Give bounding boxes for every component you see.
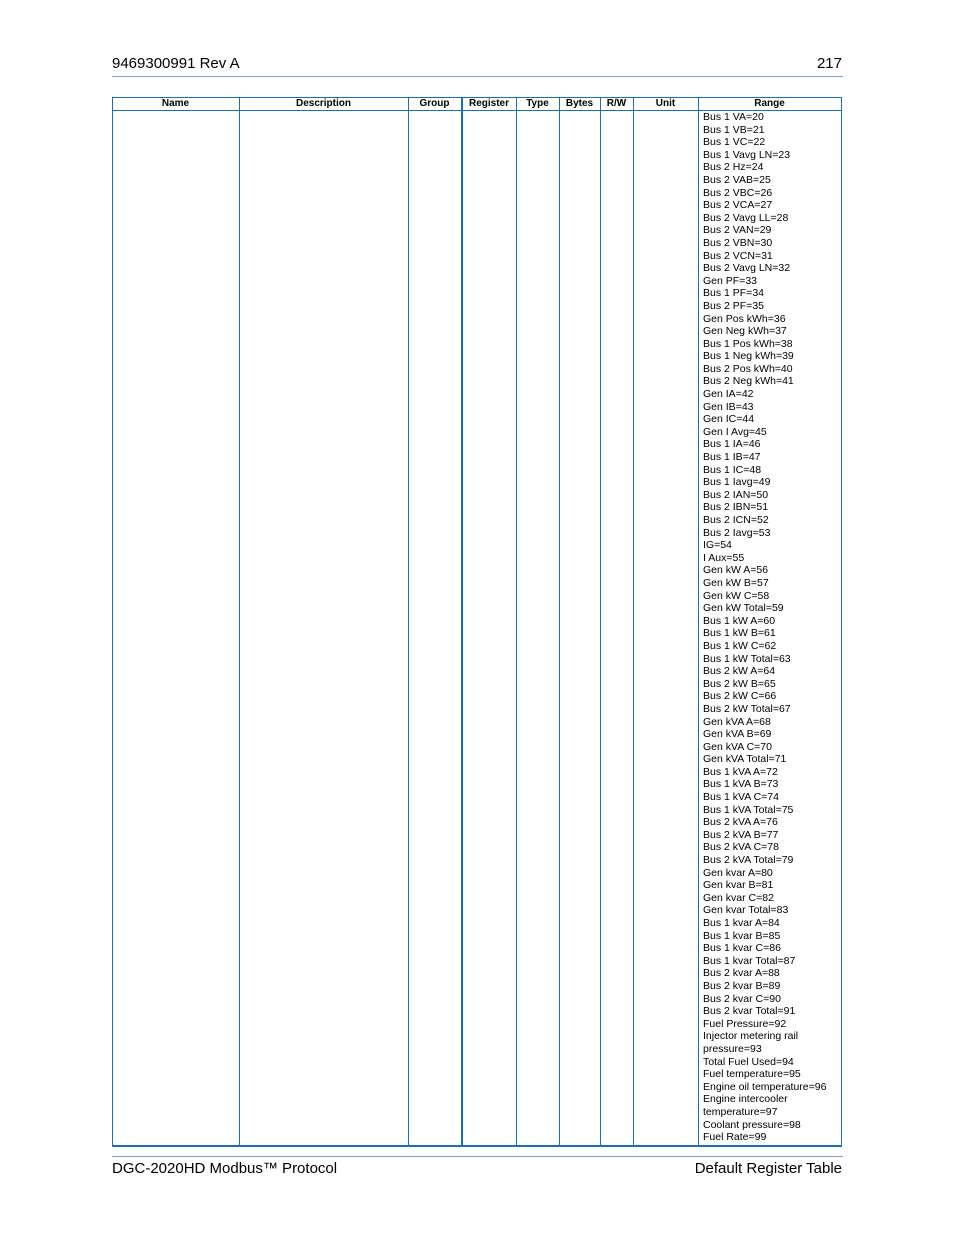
range-value: Gen Pos kWh=36 bbox=[703, 312, 786, 325]
range-value: Gen kW B=57 bbox=[703, 576, 769, 589]
range-value: Bus 2 ICN=52 bbox=[703, 514, 769, 526]
range-value: Bus 2 Iavg=53 bbox=[703, 526, 771, 539]
column-header-name: Name bbox=[161, 98, 190, 109]
range-value: Bus 1 kvar A=84 bbox=[703, 917, 780, 929]
range-value: Gen kvar C=82 bbox=[703, 891, 774, 904]
range-value: Fuel Pressure=92 bbox=[703, 1017, 787, 1030]
column-header-register: Register bbox=[468, 98, 509, 109]
register-table bbox=[112, 97, 842, 1146]
document-id: 9469300991 Rev A bbox=[112, 55, 240, 72]
range-value: IG=54 bbox=[703, 539, 732, 552]
column-divider bbox=[698, 97, 699, 1146]
column-header-rw: R/W bbox=[606, 98, 627, 109]
range-value: Bus 1 Iavg=49 bbox=[703, 476, 771, 489]
footer-rule bbox=[112, 1156, 843, 1157]
range-value: Gen PF=33 bbox=[703, 274, 757, 287]
range-value: Gen kVA C=70 bbox=[703, 740, 772, 753]
range-value: Bus 2 kVA C=78 bbox=[703, 841, 779, 854]
range-cell bbox=[703, 111, 838, 1144]
range-value: I Aux=55 bbox=[703, 551, 745, 564]
range-value: Bus 2 kvar A=88 bbox=[703, 967, 780, 980]
range-value: Bus 1 kW A=60 bbox=[703, 614, 776, 627]
range-value: Bus 1 kW B=61 bbox=[703, 627, 776, 640]
range-value: Bus 2 VCN=31 bbox=[703, 249, 773, 262]
page-number: 217 bbox=[816, 55, 842, 72]
range-value: Bus 2 Hz=24 bbox=[703, 161, 764, 174]
range-value: Gen kVA Total=71 bbox=[703, 753, 787, 766]
range-value: Bus 2 Vavg LN=32 bbox=[703, 262, 791, 275]
range-value: Injector metering rail bbox=[703, 1030, 799, 1043]
page-footer bbox=[112, 1160, 842, 1182]
range-value: Coolant pressure=98 bbox=[703, 1118, 801, 1131]
range-value: Bus 2 PF=35 bbox=[703, 299, 764, 312]
range-value: Bus 2 kvar B=89 bbox=[703, 979, 781, 992]
range-value: Bus 2 kvar C=90 bbox=[703, 992, 781, 1005]
range-value: Bus 2 IAN=50 bbox=[703, 488, 769, 501]
range-value: Bus 2 VAB=25 bbox=[703, 173, 771, 186]
range-value: Gen IB=43 bbox=[703, 400, 754, 413]
range-value: Bus 2 kW A=64 bbox=[703, 665, 776, 678]
range-value: Fuel temperature=95 bbox=[703, 1068, 801, 1081]
header-rule bbox=[112, 76, 843, 77]
range-value: Bus 2 Vavg LL=28 bbox=[703, 211, 789, 224]
range-value: Bus 2 kVA B=77 bbox=[703, 828, 779, 841]
range-value: Bus 2 kvar Total=91 bbox=[703, 1005, 796, 1018]
range-value: Total Fuel Used=94 bbox=[703, 1055, 794, 1068]
range-value: Gen kW A=56 bbox=[703, 564, 769, 577]
range-value: Bus 2 kVA A=76 bbox=[703, 816, 778, 829]
range-value: Bus 1 kvar B=85 bbox=[703, 929, 781, 942]
range-value: Bus 1 kW Total=63 bbox=[703, 652, 791, 665]
range-value: Bus 2 Neg kWh=41 bbox=[703, 375, 794, 388]
range-value: Bus 1 kvar C=86 bbox=[703, 942, 781, 955]
range-value: Bus 1 kVA A=72 bbox=[703, 765, 778, 778]
range-value: temperature=97 bbox=[703, 1105, 778, 1118]
range-value: Bus 1 Neg kWh=39 bbox=[703, 350, 794, 363]
range-value: Bus 2 Pos kWh=40 bbox=[703, 362, 793, 375]
range-value: Gen kW C=58 bbox=[703, 589, 770, 602]
range-value: Bus 2 kW B=65 bbox=[703, 677, 776, 690]
range-value: Gen IA=42 bbox=[703, 388, 754, 401]
range-value: Gen kvar A=80 bbox=[703, 866, 773, 879]
range-value: Bus 1 kVA Total=75 bbox=[703, 803, 794, 816]
range-value: Gen I Avg=45 bbox=[703, 425, 767, 438]
page-header bbox=[112, 55, 842, 77]
range-value: Bus 1 kVA B=73 bbox=[703, 778, 779, 791]
range-value: Gen kW Total=59 bbox=[703, 602, 784, 615]
range-value: Fuel Rate=99 bbox=[703, 1131, 767, 1144]
column-divider bbox=[516, 97, 517, 1146]
range-value: Bus 1 Pos kWh=38 bbox=[703, 337, 793, 350]
range-value: Bus 2 kVA Total=79 bbox=[703, 854, 794, 867]
range-value: Bus 2 IBN=51 bbox=[703, 501, 769, 514]
column-divider bbox=[600, 97, 601, 1146]
column-header-unit: Unit bbox=[655, 98, 676, 109]
range-value: Bus 2 kW C=66 bbox=[703, 690, 777, 703]
range-value: Engine intercooler bbox=[703, 1093, 788, 1106]
range-value: Gen IC=44 bbox=[703, 413, 755, 426]
range-value: Bus 1 kW C=62 bbox=[703, 639, 777, 652]
range-value: Bus 1 VC=22 bbox=[703, 136, 766, 149]
range-value: Bus 1 VA=20 bbox=[703, 111, 764, 123]
range-value: Bus 2 VBC=26 bbox=[703, 186, 773, 199]
document-title: DGC-2020HD Modbus™ Protocol bbox=[112, 1160, 338, 1177]
range-value: Bus 1 kVA C=74 bbox=[703, 791, 779, 804]
range-value: Bus 1 IA=46 bbox=[703, 438, 761, 451]
range-value: Gen Neg kWh=37 bbox=[703, 325, 787, 338]
range-value: Bus 1 PF=34 bbox=[703, 287, 764, 300]
range-value: Gen kVA A=68 bbox=[703, 715, 771, 728]
range-value: Bus 1 IB=47 bbox=[703, 451, 761, 464]
column-header-range: Range bbox=[754, 98, 785, 109]
column-divider bbox=[633, 97, 634, 1146]
column-divider bbox=[461, 97, 463, 1146]
range-value: Gen kvar B=81 bbox=[703, 879, 774, 892]
range-value: Bus 2 VCA=27 bbox=[703, 199, 773, 212]
column-header-description: Description bbox=[295, 98, 351, 109]
range-value: Bus 2 kW Total=67 bbox=[703, 702, 791, 715]
column-divider bbox=[239, 97, 240, 1146]
range-value: Bus 2 VAN=29 bbox=[703, 224, 772, 237]
column-header-type: Type bbox=[526, 98, 549, 109]
range-value: Gen kVA B=69 bbox=[703, 728, 772, 741]
section-title: Default Register Table bbox=[694, 1160, 842, 1177]
range-value: pressure=93 bbox=[703, 1042, 762, 1055]
range-value: Bus 2 VBN=30 bbox=[703, 236, 773, 249]
column-header-bytes: Bytes bbox=[565, 98, 594, 109]
range-value: Bus 1 IC=48 bbox=[703, 463, 762, 476]
range-value: Engine oil temperature=96 bbox=[703, 1080, 827, 1093]
range-value: Gen kvar Total=83 bbox=[703, 904, 789, 917]
column-divider bbox=[559, 97, 560, 1146]
range-value: Bus 1 Vavg LN=23 bbox=[703, 148, 791, 161]
range-value: Bus 1 kvar Total=87 bbox=[703, 954, 796, 967]
column-divider bbox=[408, 97, 409, 1146]
column-header-group: Group bbox=[419, 98, 450, 109]
range-value: Bus 1 VB=21 bbox=[703, 123, 765, 136]
